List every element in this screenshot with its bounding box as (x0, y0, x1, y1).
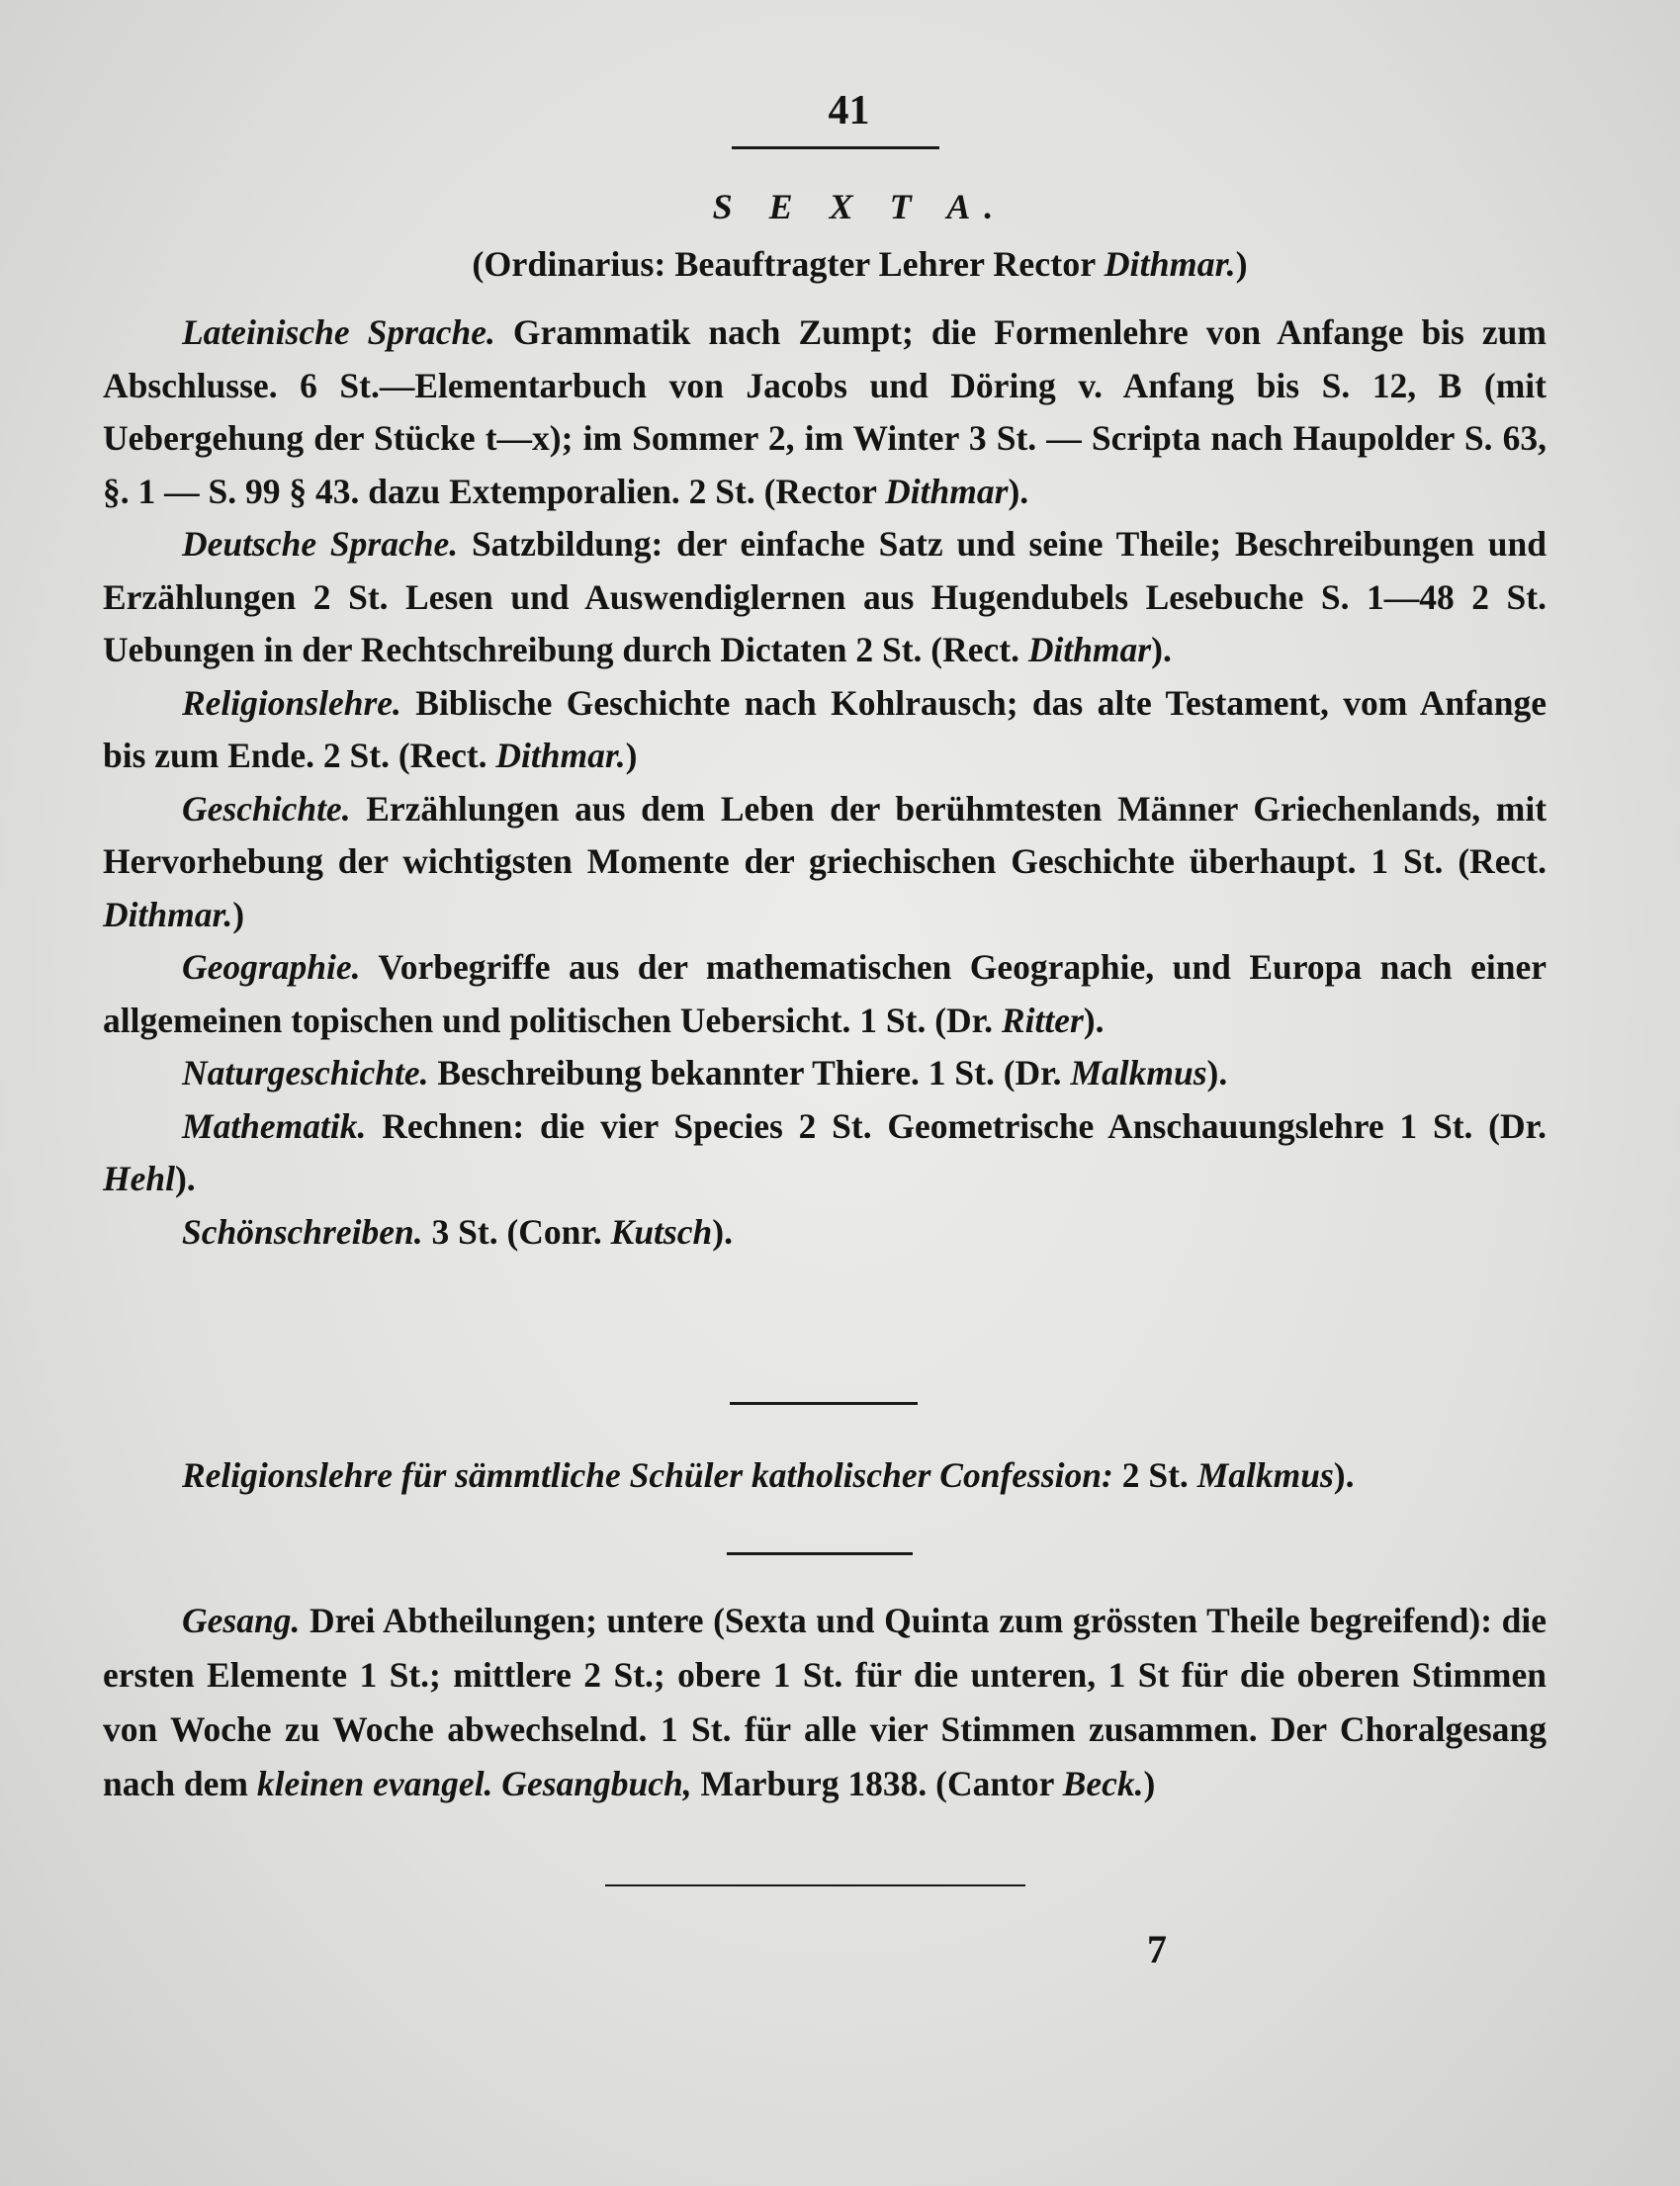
paragraph-text: Vorbegriffe aus der mathematischen Geographie, und Europa nach einer allgemeinen topischen und politischen Uebersicht. 1 St. (Dr. (103, 947, 1547, 1040)
teacher-name: Malkmus (1196, 1455, 1334, 1495)
paragraph-end: ). (1151, 630, 1172, 669)
subheading-suffix: ) (1235, 244, 1248, 284)
paragraph-text: 2 St. (1112, 1455, 1197, 1495)
header-rule (732, 146, 939, 149)
teacher-name: Dithmar. (495, 736, 626, 775)
paragraph-end: ) (1143, 1764, 1156, 1803)
paragraph-end: ). (1008, 471, 1029, 511)
paragraph-text: Beschreibung bekannter Thiere. 1 St. (Dr. (437, 1053, 1071, 1093)
paragraph-text: Satzbildung: der einfache Satz und seine Theile; Beschreibungen und Erzählungen 2 St. Lesen und Auswendiglernen aus Hugendubels Lesebuche S. 1—48 2 St. Uebungen in der Rechtschreibung durch Dictaten 2 St. (Rect. (103, 524, 1547, 669)
paragraph-latin (103, 306, 1547, 518)
subheading-name: Dithmar. (1104, 244, 1236, 284)
topic-label: Deutsche Sprache. (182, 524, 459, 564)
paragraph-text: Rechnen: die vier Species 2 St. Geometrische Anschauungslehre 1 St. (Dr. (382, 1105, 1547, 1146)
paragraph-geography (103, 941, 1547, 1047)
topic-label: Schönschreiben. (182, 1211, 423, 1252)
section-heading: S E X T A. (712, 187, 1008, 226)
religion-note (103, 1449, 1547, 1503)
paragraph-natural-history (103, 1047, 1547, 1100)
teacher-name: Dithmar. (103, 894, 233, 934)
topic-label: Naturgeschichte. (182, 1053, 429, 1093)
topic-label: Religionslehre für sämmtliche Schüler katholischer Confession: (182, 1455, 1113, 1495)
signature-mark: 7 (1147, 1927, 1167, 1971)
paragraph-end: ). (712, 1211, 733, 1252)
paragraph-text: Grammatik nach Zumpt; die Formenlehre von Anfange bis zum Abschlusse. 6 St.—Elementarbuch von Jacobs und Döring v. Anfang bis S. 12, B (mit Uebergehung der Stücke t—x); im Sommer 2, im Winter 3 St. — Scripta nach Haupolder S. 63, §. 1 — S. 99 § 43. dazu Extemporalien. 2 St. (Rector (103, 312, 1547, 511)
paragraph-text: 3 St. (Conr. (431, 1211, 611, 1252)
paragraph-calligraphy (103, 1206, 1547, 1260)
paragraph-mathematics (103, 1100, 1547, 1206)
paragraph-catholic-religion (103, 1449, 1547, 1503)
paragraph-end: ) (232, 894, 245, 934)
teacher-name: Hehl (103, 1159, 175, 1198)
singing-section (103, 1594, 1547, 1811)
paragraph-religion (103, 677, 1547, 783)
teacher-name: Kutsch (610, 1211, 713, 1252)
section-divider (727, 1552, 913, 1555)
teacher-name: Malkmus (1070, 1053, 1207, 1093)
teacher-name: Dithmar (885, 471, 1009, 511)
footer-rule (605, 1884, 1025, 1886)
topic-label: Geschichte. (182, 788, 351, 829)
paragraph-german (103, 518, 1547, 677)
page-number: 41 (828, 88, 870, 133)
teacher-name: Beck. (1062, 1764, 1144, 1803)
topic-label: Gesang. (182, 1601, 301, 1640)
paragraph-text-2: Marburg 1838. (Cantor (691, 1764, 1063, 1803)
paragraph-end: ). (1083, 1000, 1105, 1040)
section-subheading (0, 243, 1680, 285)
paragraph-end: ). (174, 1159, 196, 1198)
topic-label: Religionslehre. (182, 682, 401, 723)
topic-label: Lateinische Sprache. (182, 312, 495, 352)
paragraph-text: Drei Abtheilungen; untere (Sexta und Quinta zum grössten Theile begreifend): die ersten Elemente 1 St.; mittlere 2 St.; obere 1 St. für die unteren, 1 St für die oberen Stimmen von Woche zu Woche abwechselnd. 1 St. für alle vier Stimmen zusammen. Der Choralgesang nach dem (103, 1601, 1547, 1803)
topic-label: Mathematik. (182, 1105, 367, 1146)
section-divider (730, 1402, 918, 1405)
paragraph-text: Erzählungen aus dem Leben der berühmtesten Männer Griechenlands, mit Hervorhebung der wichtigsten Momente der griechischen Geschichte überhaupt. 1 St. (Rect. (103, 788, 1547, 881)
book-title: kleinen evangel. Gesangbuch, (256, 1764, 692, 1803)
paragraph-end: ). (1206, 1053, 1228, 1093)
curriculum-body (103, 306, 1547, 1259)
teacher-name: Ritter (1001, 1000, 1084, 1040)
paragraph-history (103, 783, 1547, 942)
paragraph-singing (103, 1594, 1547, 1811)
teacher-name: Dithmar (1027, 630, 1152, 669)
paragraph-end: ). (1333, 1455, 1355, 1495)
paragraph-end: ) (625, 736, 638, 775)
paragraph-text: Biblische Geschichte nach Kohlrausch; das alte Testament, vom Anfange bis zum Ende. 2 St. (Rect. (103, 682, 1547, 775)
topic-label: Geographie. (182, 947, 361, 987)
subheading-prefix: (Ordinarius: Beauftragter Lehrer Rector (472, 244, 1105, 284)
